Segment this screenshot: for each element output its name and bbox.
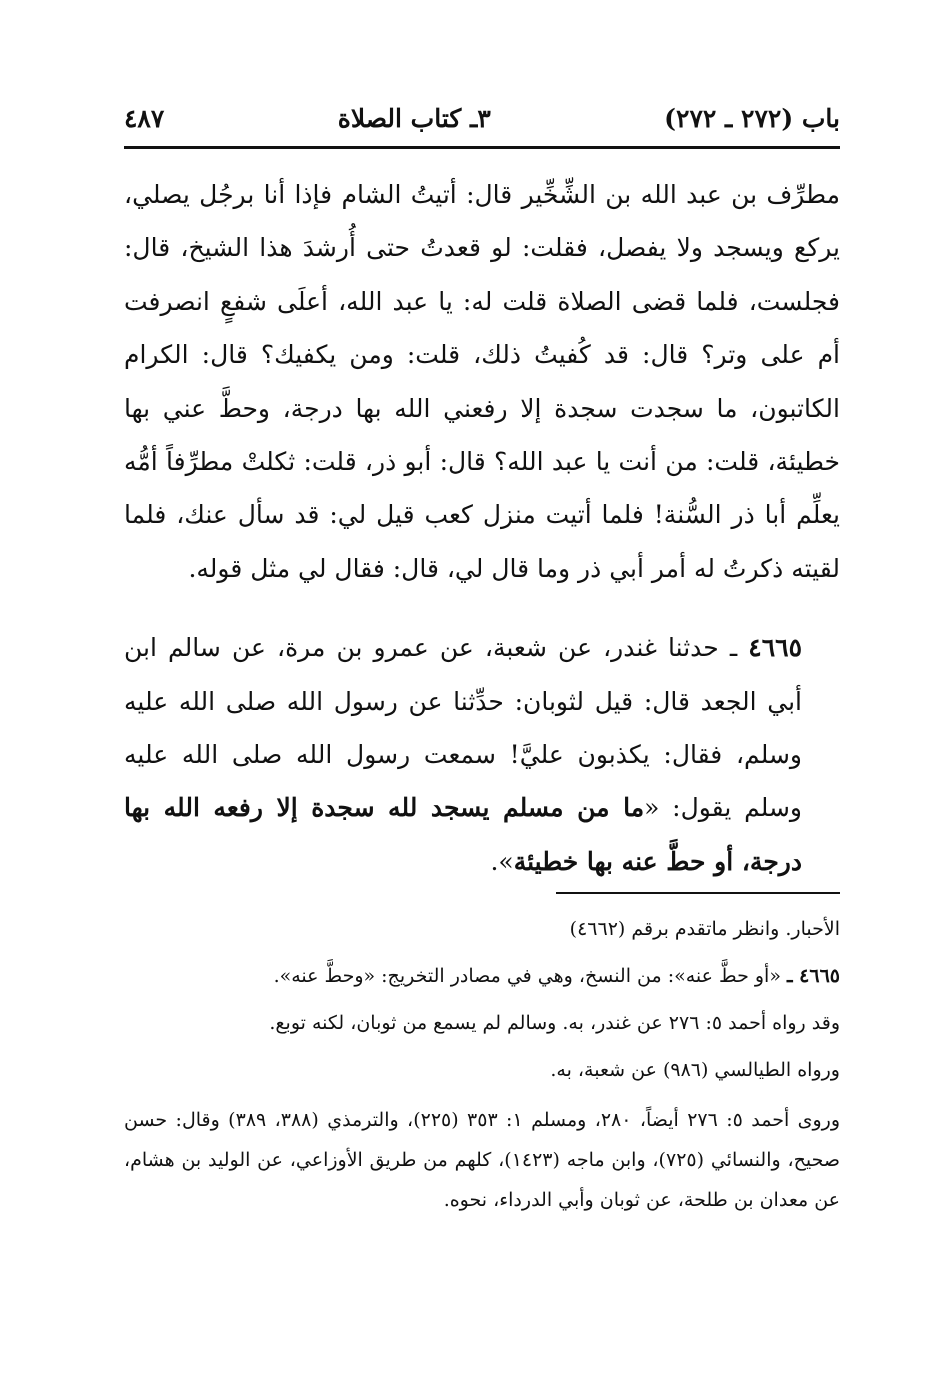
hadith-number: ٤٦٦٥ — [748, 633, 803, 663]
hadith-quote: ما من مسلم يسجد لله سجدة إلا رفعه الله بها درجة، أو حطَّ عنه بها خطيئة — [124, 793, 802, 876]
running-header — [124, 96, 840, 140]
footnote-number: ٤٦٦٥ ـ — [786, 965, 840, 987]
book-title: ٣ـ كتاب الصلاة — [337, 103, 491, 133]
footnotes — [124, 906, 840, 1220]
chapter-reference: باب (٢٧٢ ـ ٢٧٢) — [664, 103, 840, 133]
main-text — [124, 168, 840, 888]
hadith-paragraph — [124, 621, 840, 888]
footnote-sources: وروى أحمد ٥: ٢٧٦ أيضاً، ٢٨٠، ومسلم ١: ٣٥٣ (٢٢٥)، والترمذي (٣٨٨، ٣٨٩) وقال: حسن صحيح، والنسائي (٧٢٥)، وابن ماجه (١٤٢٣)، كلهم من طريق الأوزاعي، عن الوليد بن هشام، عن معدان بن طلحة، عن ثوبان وأبي الدرداء، نحوه. — [124, 1109, 841, 1211]
footnote-continuation: الأحبار. وانظر ماتقدم برقم (٤٦٦٢) — [569, 918, 840, 940]
narration-paragraph: مطرِّف بن عبد الله بن الشِّخِّير قال: أتيتُ الشام فإذا أنا برجُل يصلي، يركع ويسجد ولا يفصل، فقلت: لو قعدتُ حتى أُرشدَ هذا الشيخ، قال: فجلست، فلما قضى الصلاة قلت له: يا عبد الله، أعلَى شفعٍ انصرفت أم على وتر؟ قال: قد كُفيتُ ذلك، قلت: ومن يكفيك؟ قال: الكرام الكاتبون، ما سجدت سجدة إلا رفعني الله بها درجة، وحطَّ عني بها خطيئة، قلت: من أنت يا عبد الله؟ قال: أبو ذر، قلت: ثكلتْ مطرِّفاً أمُّه يعلِّم أبا ذر السُّنة! فلما أتيت منزل كعب قيل لي: قد سأل عنك، فلما لقيته ذكرتُ له أمر أبي ذر وما قال لي، قال: فقال لي مثل قوله. — [124, 180, 840, 583]
footnote-variant-text: «أو حطَّ عنه»: من النسخ، وهي في مصادر التخريج: «وحطَّ عنه». — [273, 965, 787, 987]
page-number: ٤٨٧ — [124, 103, 165, 133]
footnote-variant — [124, 953, 840, 1000]
hadith-quote-close: ». — [490, 846, 514, 876]
footnote-divider — [556, 892, 840, 894]
footnote-tayalisi: ورواه الطيالسي (٩٨٦) عن شعبة، به. — [550, 1059, 840, 1081]
header-divider — [124, 146, 840, 149]
footnote-ahmad: وقد رواه أحمد ٥: ٢٧٦ عن غندر، به. وسالم لم يسمع من ثوبان، لكنه توبع. — [269, 1012, 840, 1034]
hadith-chain: ـ حدثنا غندر، عن شعبة، عن عمرو بن مرة، عن سالم ابن أبي الجعد قال: قيل لثوبان: حدِّثنا عن رسول الله صلى الله عليه وسلم، فقال: يكذبون عليَّ! سمعت رسول الله صلى الله عليه وسلم يقول: « — [124, 633, 803, 823]
